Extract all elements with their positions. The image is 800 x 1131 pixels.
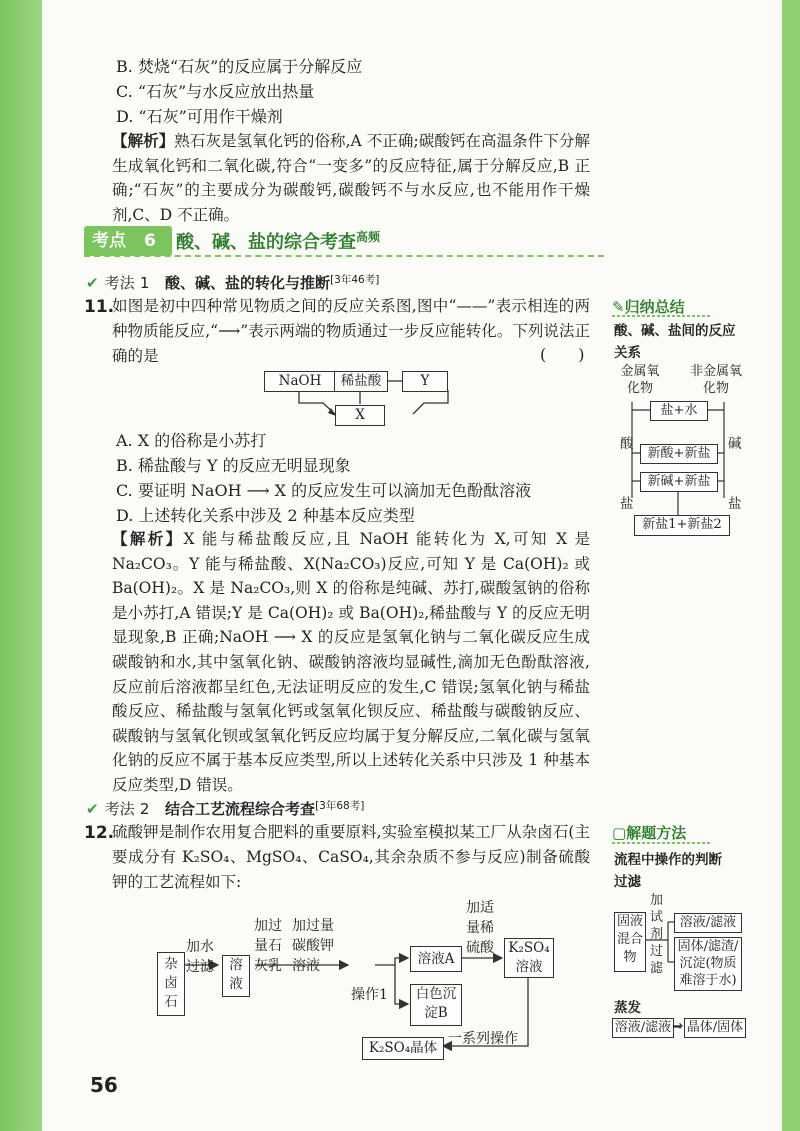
method-heading: ▢解题方法 — [612, 824, 687, 842]
solid-residue-box: 固体/滤渣/沉淀(物质难溶于水) — [674, 937, 742, 991]
flow-series-label: 一系列操作 — [448, 1031, 518, 1047]
solution-filtrate-box: 溶液/滤液 — [674, 913, 742, 933]
check-icon: ✔ — [86, 800, 99, 818]
book-icon: ▢ — [612, 824, 627, 842]
evaporation-label: 蒸发 — [614, 1000, 641, 1016]
page-number: 56 — [90, 1073, 118, 1097]
pen-icon: ✎ — [612, 298, 625, 316]
salt-water-box: 盐+水 — [650, 401, 708, 421]
filter-label: 过滤 — [614, 874, 641, 890]
flow-add3-label: 加适量稀硫酸 — [466, 900, 494, 956]
summary-subtitle: 酸、碱、盐间的反应关系 — [614, 323, 736, 361]
q11-option-c: C. 要证明 NaOH ⟶ X 的反应发生可以滴加无色酚酞溶液 — [116, 481, 532, 500]
flow-add1-label: 加过量石灰乳 — [254, 918, 282, 974]
q12-stem: 硫酸钾是制作农用复合肥料的重要原料,实验室模拟某工厂从杂卤石(主要成分有 K₂SO₄、MgSO₄、CaSO₄,其余杂质不参与反应)制备硫酸钾的工艺流程如下: — [112, 823, 590, 891]
evap-from-box: 溶液/滤液 — [612, 1018, 674, 1038]
salt-left-label: 盐 — [620, 496, 634, 512]
q10-option-c: C. “石灰”与水反应放出热量 — [116, 82, 315, 101]
q12-number: 12. — [84, 823, 115, 843]
newbase-newsalt-box: 新碱+新盐 — [640, 472, 718, 492]
flow-precipitate-box: 白色沉淀B — [410, 984, 462, 1026]
add-reagent-filter-label: 加试剂过滤 — [650, 893, 664, 976]
flow-op1-label: 操作1 — [351, 987, 388, 1003]
flow-solution-box: 溶液 — [222, 955, 250, 997]
q11-box-x: X — [335, 405, 385, 426]
metal-oxide-label: 金属氧化物 — [620, 364, 660, 396]
q11-box-y: Y — [402, 371, 448, 392]
summary-heading: ✎归纳总结 — [612, 298, 685, 316]
kaodian-badge: 考点 6 — [84, 226, 172, 256]
flow-add2-label: 加过量碳酸钾溶液 — [292, 918, 334, 974]
check-icon: ✔ — [86, 274, 99, 292]
flow-solA-box: 溶液A — [410, 946, 462, 972]
flow-k2so4-solution-box: K₂SO₄溶液 — [504, 938, 554, 978]
salt-right-label: 盐 — [728, 496, 742, 512]
q10-option-d: D. “石灰”可用作干燥剂 — [116, 107, 283, 126]
base-label: 碱 — [728, 436, 742, 452]
q11-answer-paren: ( ) — [540, 345, 585, 364]
evap-arrow-icon: → — [672, 1018, 684, 1034]
newsalts-box: 新盐1+新盐2 — [634, 515, 730, 536]
nonmetal-oxide-label: 非金属氧化物 — [689, 364, 742, 396]
q11-explanation: 【解析】X 能与稀盐酸反应,且 NaOH 能转化为 X,可知 X 是 Na₂CO₃。Y 能与稀盐酸、X(Na₂CO₃)反应,可知 Y 是 Ca(OH)₂ 或 Ba(OH)₂。X 是 Na₂CO₃,则 X 的俗称是纯碱、苏打,碳酸氢钠的俗称是小苏打,A 错误;Y 是 Ca(OH)₂ 或 Ba(OH)₂,稀盐酸与 Y 的反应无明显现象,B 正确;NaOH ⟶ X 的反应是氢氧化钠与二氧化碳反应生成碳酸钠和水,其中氢氧化钠、碳酸钠溶液均显碱性,滴加无色酚酞溶液,反应前后溶液都呈红色,无法证明反应的发生,C 错误;氢氧化钠与稀盐酸反应、稀盐酸与氢氧化钙或氢氧化钡反应、稀盐酸与碳酸钠反应、碳酸钠与氢氧化钡或氢氧化钙反应均属于复分解反应,二氧化碳与氢氧化钠的反应不属于基本反应类型,所以上述转化关系中只涉及 1 种基本反应类型,D 错误。 — [112, 529, 590, 794]
flow-ore-box: 杂卤石 — [157, 952, 185, 1016]
q11-option-a: A. X 的俗称是小苏打 — [116, 431, 267, 450]
q10-option-b: B. 焚烧“石灰”的反应属于分解反应 — [116, 57, 363, 76]
q11-option-d: D. 上述转化关系中涉及 2 种基本反应类型 — [116, 506, 415, 525]
q11-stem: 如图是初中四种常见物质之间的反应关系图,图中“——”表示相连的两种物质能反应,“⟶”表示两端的物质通过一步反应能转化。下列说法正确的是 — [112, 297, 590, 365]
q11-box-acid: 稀盐酸 — [334, 371, 388, 392]
newacid-newsalt-box: 新酸+新盐 — [640, 444, 718, 464]
acid-label: 酸 — [620, 436, 634, 452]
q11-number: 11. — [84, 297, 115, 317]
q11-option-b: B. 稀盐酸与 Y 的反应无明显现象 — [116, 456, 351, 475]
evap-to-box: 晶体/固体 — [684, 1018, 746, 1038]
kaofa2-heading: ✔ 考法 2 结合工艺流程综合考查[3年68考] — [86, 800, 365, 818]
kaofa1-heading: ✔ 考法 1 酸、碱、盐的转化与推断[3年46考] — [86, 274, 380, 292]
q11-box-naoh: NaOH — [264, 371, 336, 392]
method-subtitle: 流程中操作的判断 — [614, 852, 722, 868]
solid-liquid-mix-box: 固液混合物 — [614, 912, 646, 972]
kaodian-title: 酸、碱、盐的综合考查$^{高频}$ — [176, 230, 381, 253]
q10-explanation: 【解析】熟石灰是氢氧化钙的俗称,A 不正确;碳酸钙在高温条件下分解生成氧化钙和二氧化碳,符合“一变多”的反应特征,属于分解反应,B 正确;“石灰”的主要成分为碳酸钙,碳酸钙不与水反应,也不能用作干燥剂,C、D 不正确。 — [112, 131, 590, 224]
flow-crystal-box: K₂SO₄晶体 — [362, 1037, 444, 1060]
flow-step1-label: 加水过滤 — [186, 939, 214, 975]
